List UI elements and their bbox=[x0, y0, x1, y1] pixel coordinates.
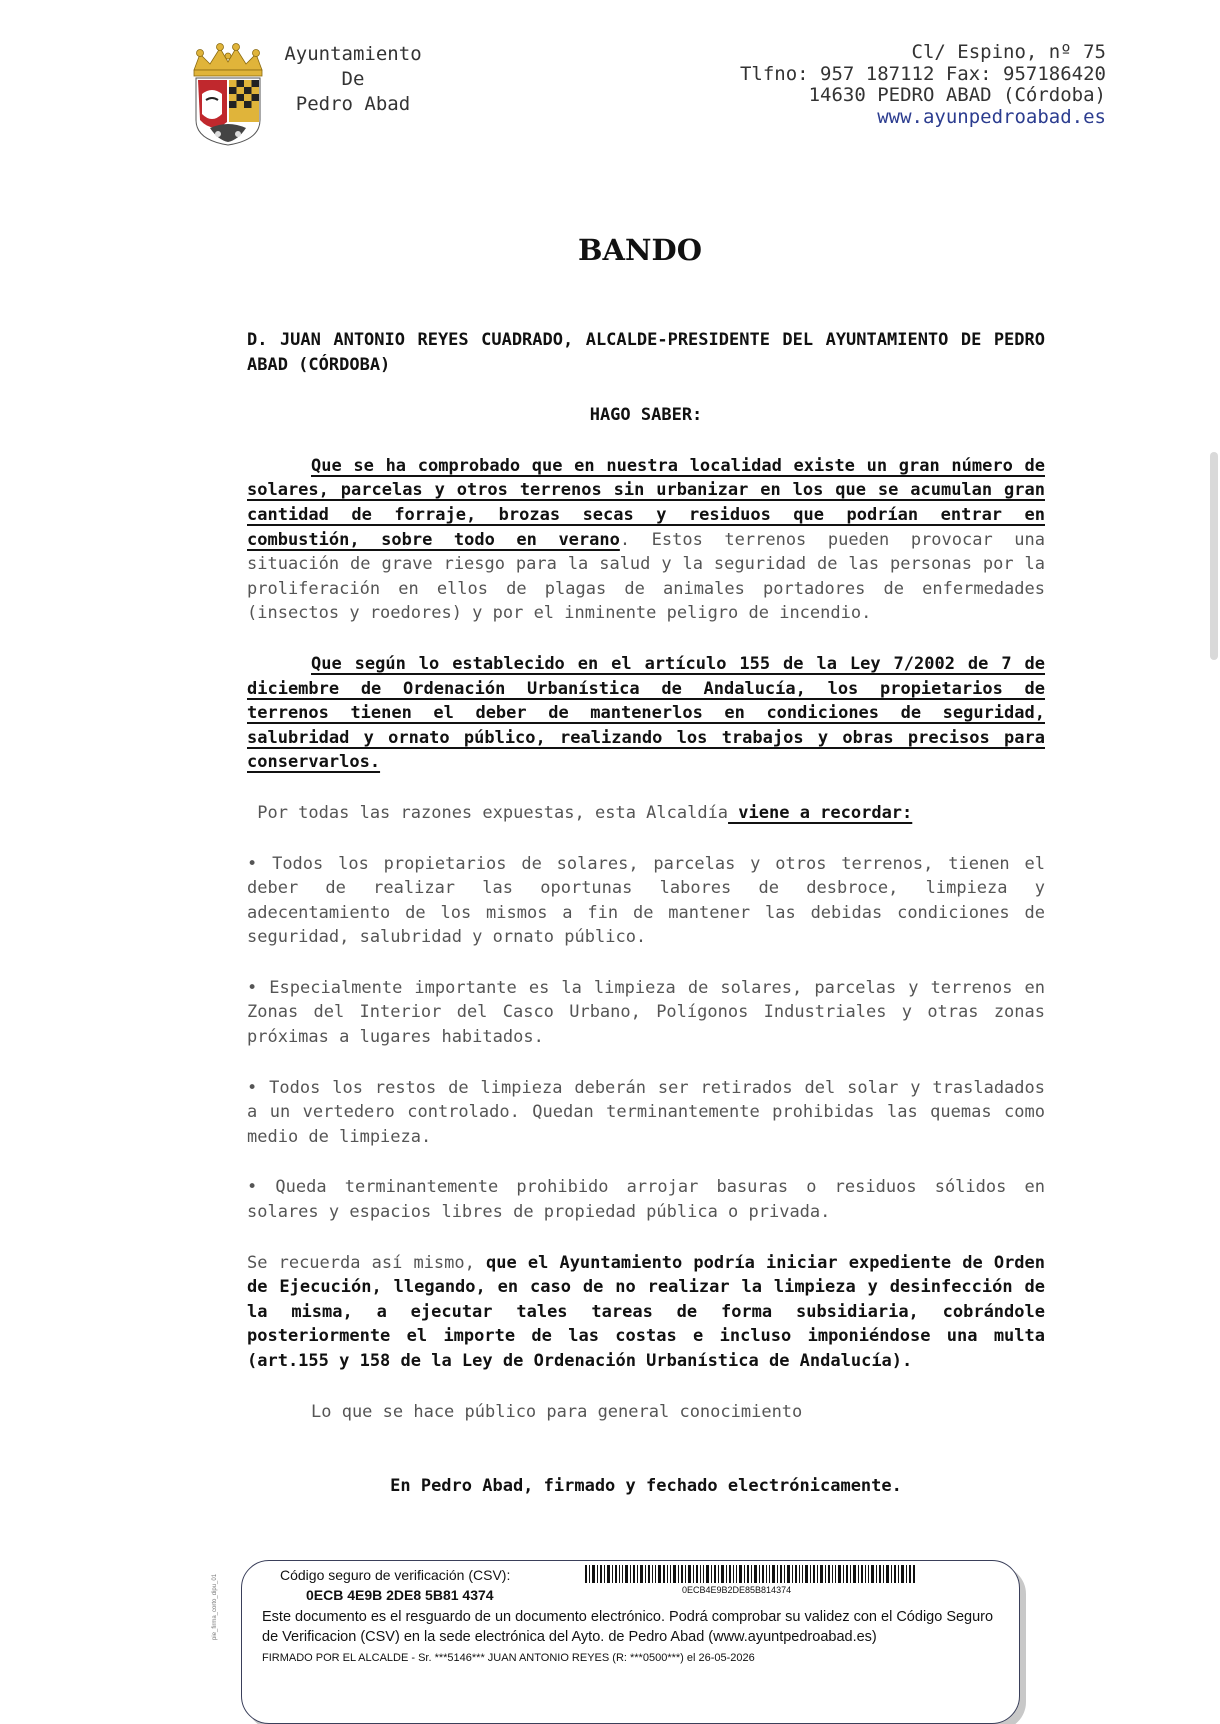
paragraph-2 bbox=[247, 652, 1045, 775]
contact-block bbox=[740, 42, 1106, 128]
reminder-bold: que el Ayuntamiento podría iniciar expediente de Orden de Ejecución, llegando, en caso de no realizar la limpieza y desinfección de la misma, a ejecutar tales tareas de forma subsidiaria, cobrándole posteriormente el importe de las costas e incluso imponiéndose una multa (art.155 y 158 de la Ley de Ordenación Urbanística de Andalucía). bbox=[247, 1252, 1046, 1371]
scrollbar[interactable] bbox=[1210, 452, 1218, 660]
csv-code: 0ECB 4E9B 2DE8 5B81 4374 bbox=[306, 1587, 494, 1603]
org-line-1: Ayuntamiento bbox=[284, 43, 422, 65]
bullet-item: • Todos los restos de limpieza deberán ser retirados del solar y trasladados a un vertedero controlado. Quedan terminantemente prohibidas las quemas como medio de limpieza. bbox=[247, 1077, 1045, 1147]
paragraph-1-bold: Que se ha comprobado que en nuestra localidad existe un gran número de solares, parcelas y otros terrenos sin urbanizar en los que se acumulan gran cantidad de forraje, brozas secas y residuos que podrían entrar en combustión, sobre todo en verano bbox=[247, 455, 1045, 550]
reminder-intro: Se recuerda así mismo, bbox=[247, 1252, 487, 1273]
reasons-line bbox=[247, 801, 1045, 826]
csv-note: Este documento es el resguardo de un documento electrónico. Podrá comprobar su validez con el Código Seguro de Verificacion (CSV) en la sede electrónica del Ayto. de Pedro Abad (www.ayuntpedroabad.es) bbox=[262, 1609, 994, 1645]
document-body bbox=[247, 328, 1045, 1499]
website-link[interactable]: www.ayunpedroabad.es bbox=[877, 105, 1106, 128]
paragraph-1 bbox=[247, 454, 1045, 626]
address: Cl/ Espino, nº 75 bbox=[911, 41, 1106, 63]
reasons-intro: Por todas las razones expuestas, esta Alcaldía bbox=[247, 802, 729, 823]
organization-name bbox=[268, 42, 438, 117]
bullet-item: • Todos los propietarios de solares, parcelas y otros terrenos, tienen el deber de realizar las oportunas labores de desbroce, limpieza y adecentamiento de los mismos a fin de mantener las debidas condiciones de seguridad, salubridad y ornato público. bbox=[247, 853, 1045, 948]
municipal-coat-of-arms-icon bbox=[188, 42, 268, 147]
org-line-3: Pedro Abad bbox=[295, 93, 411, 115]
document-title: BANDO bbox=[578, 233, 702, 267]
signoff: En Pedro Abad, firmado y fechado electrónicamente. bbox=[390, 1476, 902, 1497]
bullet-item: • Queda terminantemente prohibido arrojar basuras o residuos sólidos en solares y espacios libres de propiedad pública o privada. bbox=[247, 1177, 1045, 1223]
csv-label: Código seguro de verificación (CSV): bbox=[280, 1567, 511, 1583]
org-line-2: De bbox=[341, 68, 365, 90]
barcode-icon bbox=[585, 1565, 915, 1583]
reasons-bold: viene a recordar: bbox=[728, 802, 913, 823]
hago-saber-heading: HAGO SABER: bbox=[589, 405, 703, 426]
phone-fax: Tlfno: 957 187112 Fax: 957186420 bbox=[739, 62, 1106, 85]
mayor-heading: D. JUAN ANTONIO REYES CUADRADO, ALCALDE-PRESIDENTE DEL AYUNTAMIENTO DE PEDRO ABAD (CÓRDOBA) bbox=[247, 330, 1045, 375]
paragraph-1-rest: . Estos terrenos pueden provocar una situación de grave riesgo para la salud y la seguridad de las personas por la proliferación en ellos de plagas de animales portadores de enfermedades (insectos y roedores) y por el inminente peligro de incendio. bbox=[247, 529, 1045, 624]
postal-address: 14630 PEDRO ABAD (Córdoba) bbox=[808, 84, 1106, 106]
bullet-item: • Especialmente importante es la limpieza de solares, parcelas y terrenos en Zonas del Interior del Casco Urbano, Polígonos Industriales y otras zonas próximas a lugares habitados. bbox=[247, 977, 1045, 1048]
paragraph-2-bold: Que según lo establecido en el artículo 155 de la Ley 7/2002 de 7 de diciembre de Ordenación Urbanística de Andalucía, los propietarios de terrenos tienen el deber de mantenerlos en condiciones de seguridad, salubridad y ornato público, realizando los trabajos y obras precisos para conservarlos. bbox=[247, 653, 1045, 773]
side-code: pie_firma_corto_dipu_01 bbox=[212, 1573, 218, 1640]
csv-verification-box bbox=[241, 1560, 1020, 1724]
barcode-text: 0ECB4E9B2DE85B814374 bbox=[682, 1585, 792, 1595]
signature-line: FIRMADO POR EL ALCALDE - Sr. ***5146*** JUAN ANTONIO REYES (R: ***0500***) el 26-05-2026 bbox=[262, 1652, 755, 1664]
reminder-paragraph bbox=[247, 1251, 1045, 1374]
public-note: Lo que se hace público para general conocimiento bbox=[311, 1401, 803, 1422]
